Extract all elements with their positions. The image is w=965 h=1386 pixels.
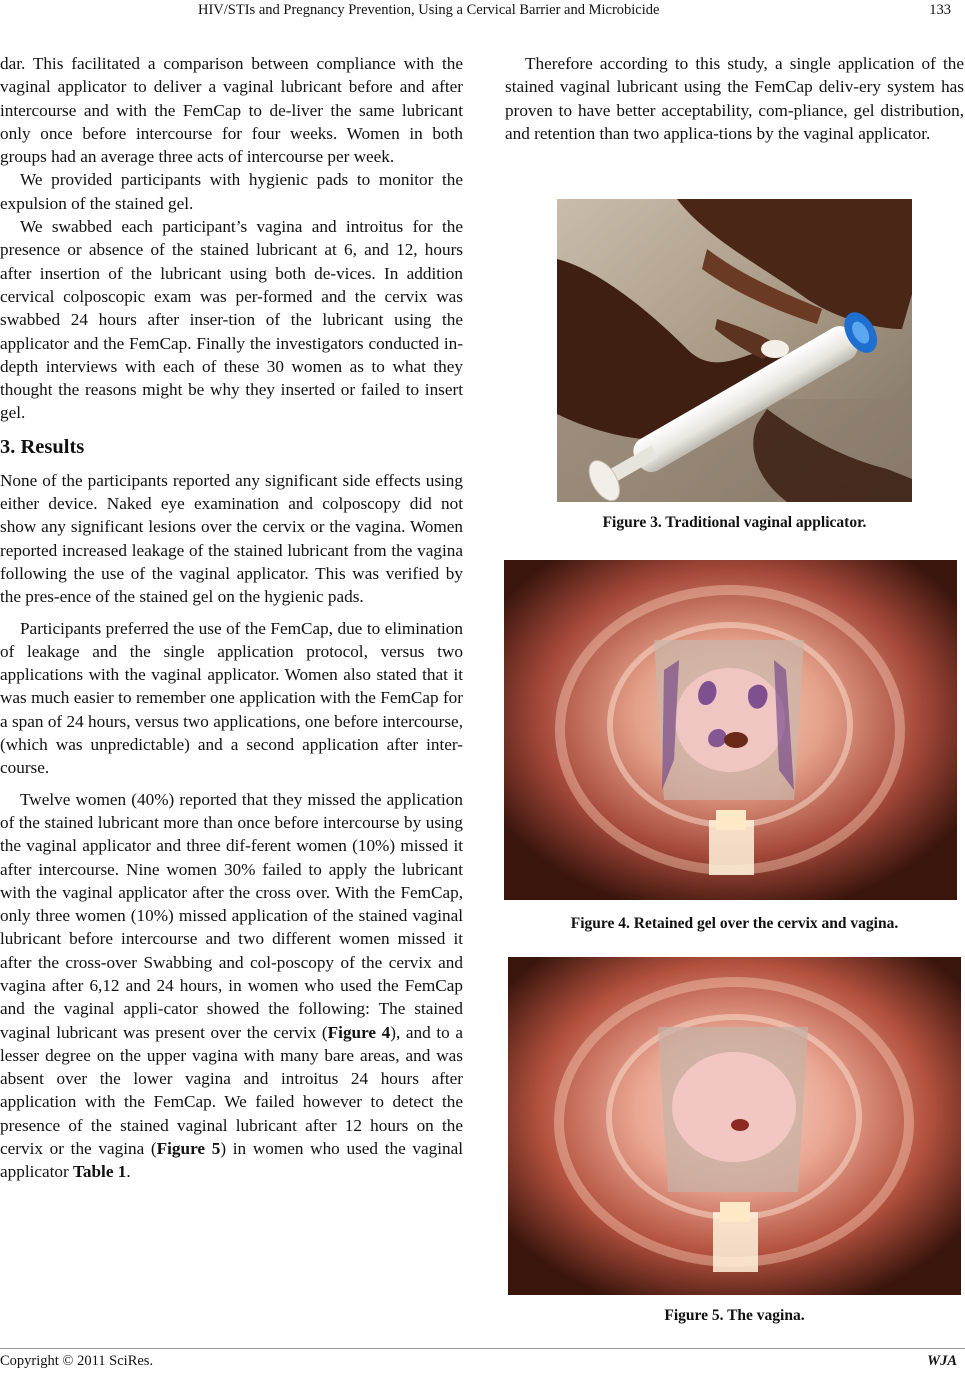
colposcopy-photo-icon (504, 560, 957, 900)
paragraph-text: ) in women who used the vaginal applicator (0, 1139, 464, 1182)
running-title: HIV/STIs and Pregnancy Prevention, Using a Cervical Barrier and Microbicide (198, 2, 660, 18)
figure-4-caption: Figure 4. Retained gel over the cervix and vagina. (570, 915, 899, 932)
paragraph: Therefore according to this study, a single application of the stained vaginal lubricant using the FemCap deliv-ery system has proven to have better acceptability, com-pliance, gel distribution, and retention than two applica-tions by the vaginal applicator. (505, 54, 964, 143)
colposcopy-photo-icon (508, 957, 961, 1295)
running-header (0, 0, 965, 22)
paragraph-text: . (126, 1162, 131, 1182)
figure-4-reference[interactable]: Figure 4 (327, 1022, 391, 1042)
paragraph: Participants preferred the use of the FemCap, due to elimination of leakage and the single application protocol, versus two applications with the vaginal applicator. Women also stated that it was much easier to remember one application with the FemCap for a span of 24 hours, versus two applications, one before intercourse, (which was unpredictable) and a second application after inter-course. (0, 618, 463, 778)
figure-5-caption: Figure 5. The vagina. (664, 1307, 805, 1324)
applicator-photo-icon (557, 199, 912, 502)
paragraph (0, 788, 463, 1184)
table-1-reference[interactable]: Table 1 (73, 1162, 127, 1182)
paragraph-text: Twelve women (40%) reported that they missed the application of the stained lubricant more than once before intercourse by using the vaginal applicator and three dif-ferent women (10%) missed it after intercourse. Nine women 30% failed to apply the lubricant with the vaginal applicator after the cross over. With the FemCap, only three women (10%) missed application of the stained vaginal lubricant before intercourse and two different women missed it after the cross-over Swabbing and col-poscopy of the cervix and vagina after 6,12 and 24 hours, in women who used the FemCap and the vaginal appli-cator showed the following: The stained vaginal lubricant was present over the cervix ( (0, 789, 463, 1042)
paragraph: We provided participants with hygienic pads to monitor the expulsion of the stained gel. (0, 170, 463, 213)
figure-5-reference[interactable]: Figure 5 (156, 1139, 221, 1159)
paragraph: None of the participants reported any significant side effects using either device. Naked eye examination and colposcopy did not show any significant lesions over the cervix or the vagina. Women reported increased leakage of the stained lubricant from the vagina following the use of the vaginal applicator. This was verified by the pres-ence of the stained gel on the hygienic pads. (0, 470, 463, 607)
paragraph: dar. This facilitated a comparison between compliance with the vaginal applicator to deliver a vaginal lubricant before and after intercourse and with the FemCap to de-liver the same lubricant only once before intercourse for four weeks. Women in both groups had an average three acts of intercourse per week. (0, 54, 463, 167)
figure-4-image (504, 560, 957, 900)
figure-3-caption: Figure 3. Traditional vaginal applicator. (602, 514, 867, 531)
journal-name: WJA (927, 1353, 957, 1369)
right-column (505, 52, 964, 145)
footer-divider (0, 1348, 965, 1349)
figure-3-image (557, 199, 912, 502)
section-heading: 3. Results (0, 435, 85, 458)
left-column (0, 52, 463, 1184)
page-number: 133 (929, 2, 951, 18)
figure-5-image (508, 957, 961, 1295)
copyright: Copyright © 2011 SciRes. (0, 1353, 154, 1369)
paragraph-text: ), and to a lesser degree on the upper vagina with many bare areas, and was absent over the lower vagina and introitus 24 hours after application with the FemCap. We failed however to detect the presence of the stained vaginal lubricant after 12 hours on the cervix or the vagina ( (0, 1022, 464, 1159)
paragraph: We swabbed each participant’s vagina and introitus for the presence or absence of the stained lubricant at 6, and 12, hours after insertion of the lubricant using both de-vices. In addition cervical colposcopic exam was per-formed and the cervix was swabbed 24 hours after inser-tion of the lubricant using the applicator and the FemCap. Finally the investigators conducted in-depth interviews with each of these 30 women as to what they thought the reasons might be why they inserted or failed to insert gel. (0, 217, 463, 423)
